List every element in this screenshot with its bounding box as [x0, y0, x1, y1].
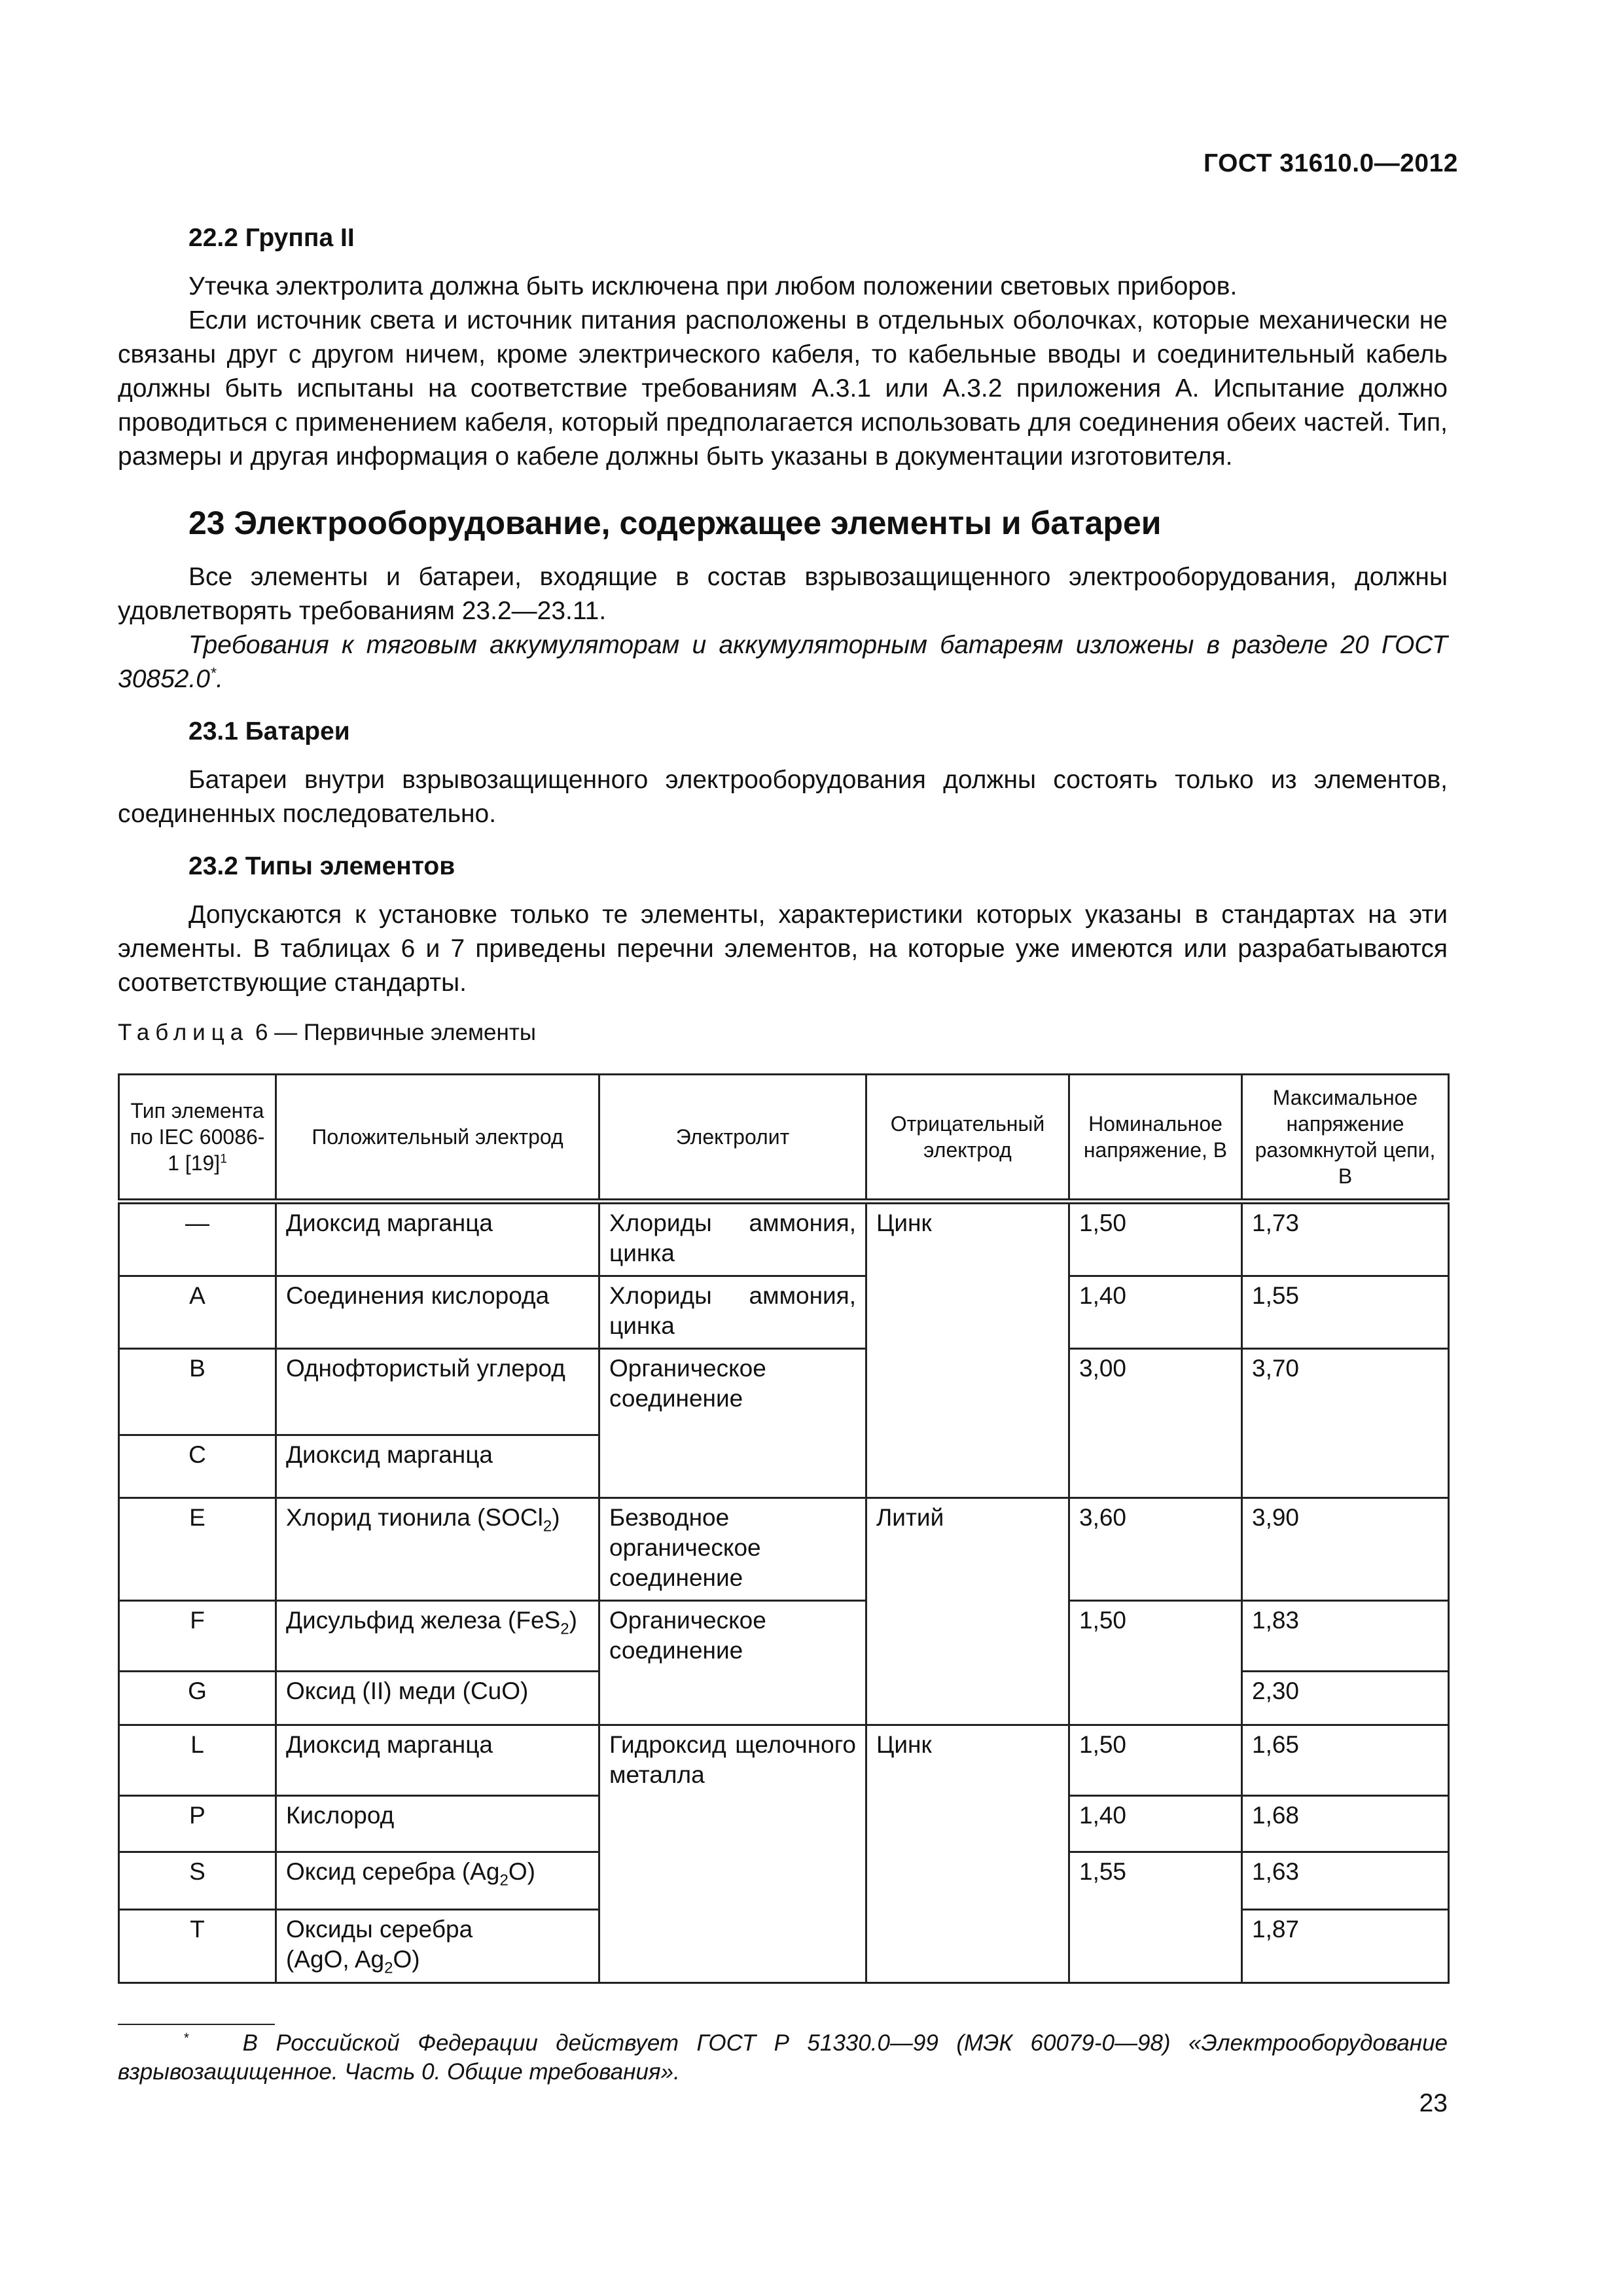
footnote-mark: *	[183, 2030, 189, 2046]
page-content	[118, 221, 1448, 1984]
cell-electrolyte: Хлориды аммония, цинка	[599, 1202, 866, 1276]
footnote-text: В Российской Федерации действует ГОСТ Р 51330.0—99 (МЭК 60079-0—98) «Электрооборудование взрывозащищенное. Часть 0. Общие требования».	[118, 2030, 1448, 2085]
cell-type: C	[119, 1435, 276, 1498]
cell-positive: Кислород	[276, 1796, 599, 1852]
table-caption-word: Таблица	[118, 1020, 249, 1045]
cell-electrolyte: Органическое соединение	[599, 1601, 866, 1725]
cell-electrolyte: Безводное органическое соединение	[599, 1498, 866, 1601]
heading-23-2: 23.2 Типы элементов	[188, 852, 455, 880]
cell-max: 1,83	[1242, 1601, 1449, 1672]
cell-positive: Оксиды серебра (AgO, $Ag_2O$)	[276, 1910, 599, 1983]
cell-max: 1,65	[1242, 1725, 1449, 1796]
cell-nominal: 3,00	[1069, 1349, 1242, 1498]
paragraph-23-2-text: Требования к тяговым аккумуляторам и аккумуляторным батареям изложены в разделе 20 ГОСТ 30852.0	[118, 631, 1448, 693]
cell-nominal: 1,50	[1069, 1601, 1242, 1725]
cell-type: L	[119, 1725, 276, 1796]
cell-negative: Литий	[866, 1498, 1069, 1725]
paragraph-22-2-2: Если источник света и источник питания расположены в отдельных оболочках, которые механически не связаны друг с другом ничем, кроме электрического кабеля, то кабельные вводы и соединительный кабель должны быть испытаны на соответствие требованиям А.3.1 или А.3.2 приложения А. Испытание должно проводиться с применением кабеля, который предполагается использовать для соединения обеих частей. Тип, размеры и другая информация о кабеле должны быть указаны в документации изготовителя.	[118, 306, 1448, 471]
cell-max: 2,30	[1242, 1672, 1449, 1725]
page-number: 23	[1419, 2089, 1448, 2117]
cell-electrolyte: Хлориды аммония, цинка	[599, 1276, 866, 1349]
cell-type: P	[119, 1796, 276, 1852]
table-caption-title: 6 — Первичные элементы	[249, 1020, 537, 1045]
cell-electrolyte: Органическое соединение	[599, 1349, 866, 1498]
cell-electrolyte: Гидроксид щелочного металла	[599, 1725, 866, 1983]
header-cell-electrolyte: Электролит	[599, 1075, 866, 1202]
cell-type: G	[119, 1672, 276, 1725]
header-cell-type: Тип элемента по IEC 60086-1 $[19]^1$	[119, 1075, 276, 1202]
cell-type: T	[119, 1910, 276, 1983]
heading-23-1: 23.1 Батареи	[188, 717, 350, 745]
cell-nominal: 1,50	[1069, 1202, 1242, 1276]
cell-max: 1,87	[1242, 1910, 1449, 1983]
cell-max: 1,63	[1242, 1852, 1449, 1910]
cell-positive: Диоксид марганца	[276, 1202, 599, 1276]
table-row	[119, 1498, 1449, 1601]
cell-positive: Диоксид марганца	[276, 1725, 599, 1796]
cell-negative: Цинк	[866, 1725, 1069, 1983]
cell-nominal: 1,40	[1069, 1796, 1242, 1852]
table-caption	[118, 1018, 1448, 1047]
header-cell-nominal-voltage: Номинальное напряжение, В	[1069, 1075, 1242, 1202]
document-code: ГОСТ 31610.0—2012	[1203, 149, 1458, 177]
cell-positive: Хлорид тионила (SOCl$_2$)	[276, 1498, 599, 1601]
paragraph-22-2-1: Утечка электролита должна быть исключена при любом положении световых приборов.	[188, 272, 1238, 300]
heading-22-2: 22.2 Группа II	[188, 224, 355, 252]
cell-max: 1,68	[1242, 1796, 1449, 1852]
cell-positive: Диоксид марганца	[276, 1435, 599, 1498]
cell-type: —	[119, 1202, 276, 1276]
paragraph-23-2-end: .	[216, 665, 223, 693]
footnote-divider	[118, 2024, 275, 2025]
footnote	[118, 2029, 1448, 2087]
table-row	[119, 1725, 1449, 1796]
table-row	[119, 1202, 1449, 1276]
cell-type: B	[119, 1349, 276, 1435]
cell-type: E	[119, 1498, 276, 1601]
cell-max: 3,90	[1242, 1498, 1449, 1601]
cell-positive: Соединения кислорода	[276, 1276, 599, 1349]
header-cell-max-voltage: Максимальное напряжение разомкнутой цепи, В	[1242, 1075, 1449, 1202]
header-cell-negative: Отрицательный электрод	[866, 1075, 1069, 1202]
cell-nominal: 3,60	[1069, 1498, 1242, 1601]
cell-type: S	[119, 1852, 276, 1910]
footnote-reference-mark: *	[209, 664, 217, 681]
cell-positive: Однофтористый углерод	[276, 1349, 599, 1435]
cell-negative: Цинк	[866, 1202, 1069, 1498]
cell-nominal: 1,50	[1069, 1725, 1242, 1796]
cell-max: 1,73	[1242, 1202, 1449, 1276]
heading-section-23: 23 Электрооборудование, содержащее элементы и батареи	[188, 505, 1162, 541]
cell-type: F	[119, 1601, 276, 1672]
table-row	[119, 1276, 1449, 1349]
cell-positive: Дисульфид железа (FeS$_2$)	[276, 1601, 599, 1672]
paragraph-23-2	[118, 628, 1448, 696]
paragraph-23-2-types: Допускаются к установке только те элементы, характеристики которых указаны в стандартах на эти элементы. В таблицах 6 и 7 приведены перечни элементов, на которые уже имеются или разрабатываются соответствующие стандарты.	[118, 901, 1448, 997]
cell-max: 1,55	[1242, 1276, 1449, 1349]
table-row	[119, 1349, 1449, 1435]
table-row	[119, 1601, 1449, 1672]
header-cell-positive: Положительный электрод	[276, 1075, 599, 1202]
table-header-row	[119, 1075, 1449, 1202]
cell-type: A	[119, 1276, 276, 1349]
cell-nominal: 1,40	[1069, 1276, 1242, 1349]
paragraph-23-1-batteries: Батареи внутри взрывозащищенного электрооборудования должны состоять только из элементов, соединенных последовательно.	[118, 766, 1448, 828]
cell-max: 3,70	[1242, 1349, 1449, 1498]
cell-positive: Оксид (II) меди (CuO)	[276, 1672, 599, 1725]
primary-cells-table	[118, 1073, 1450, 1984]
cell-nominal: 1,55	[1069, 1852, 1242, 1983]
paragraph-23-1: Все элементы и батареи, входящие в состав взрывозащищенного электрооборудования, должны удовлетворять требованиям 23.2—23.11.	[118, 563, 1448, 625]
cell-positive: Оксид серебра $(Ag_2O)$	[276, 1852, 599, 1910]
